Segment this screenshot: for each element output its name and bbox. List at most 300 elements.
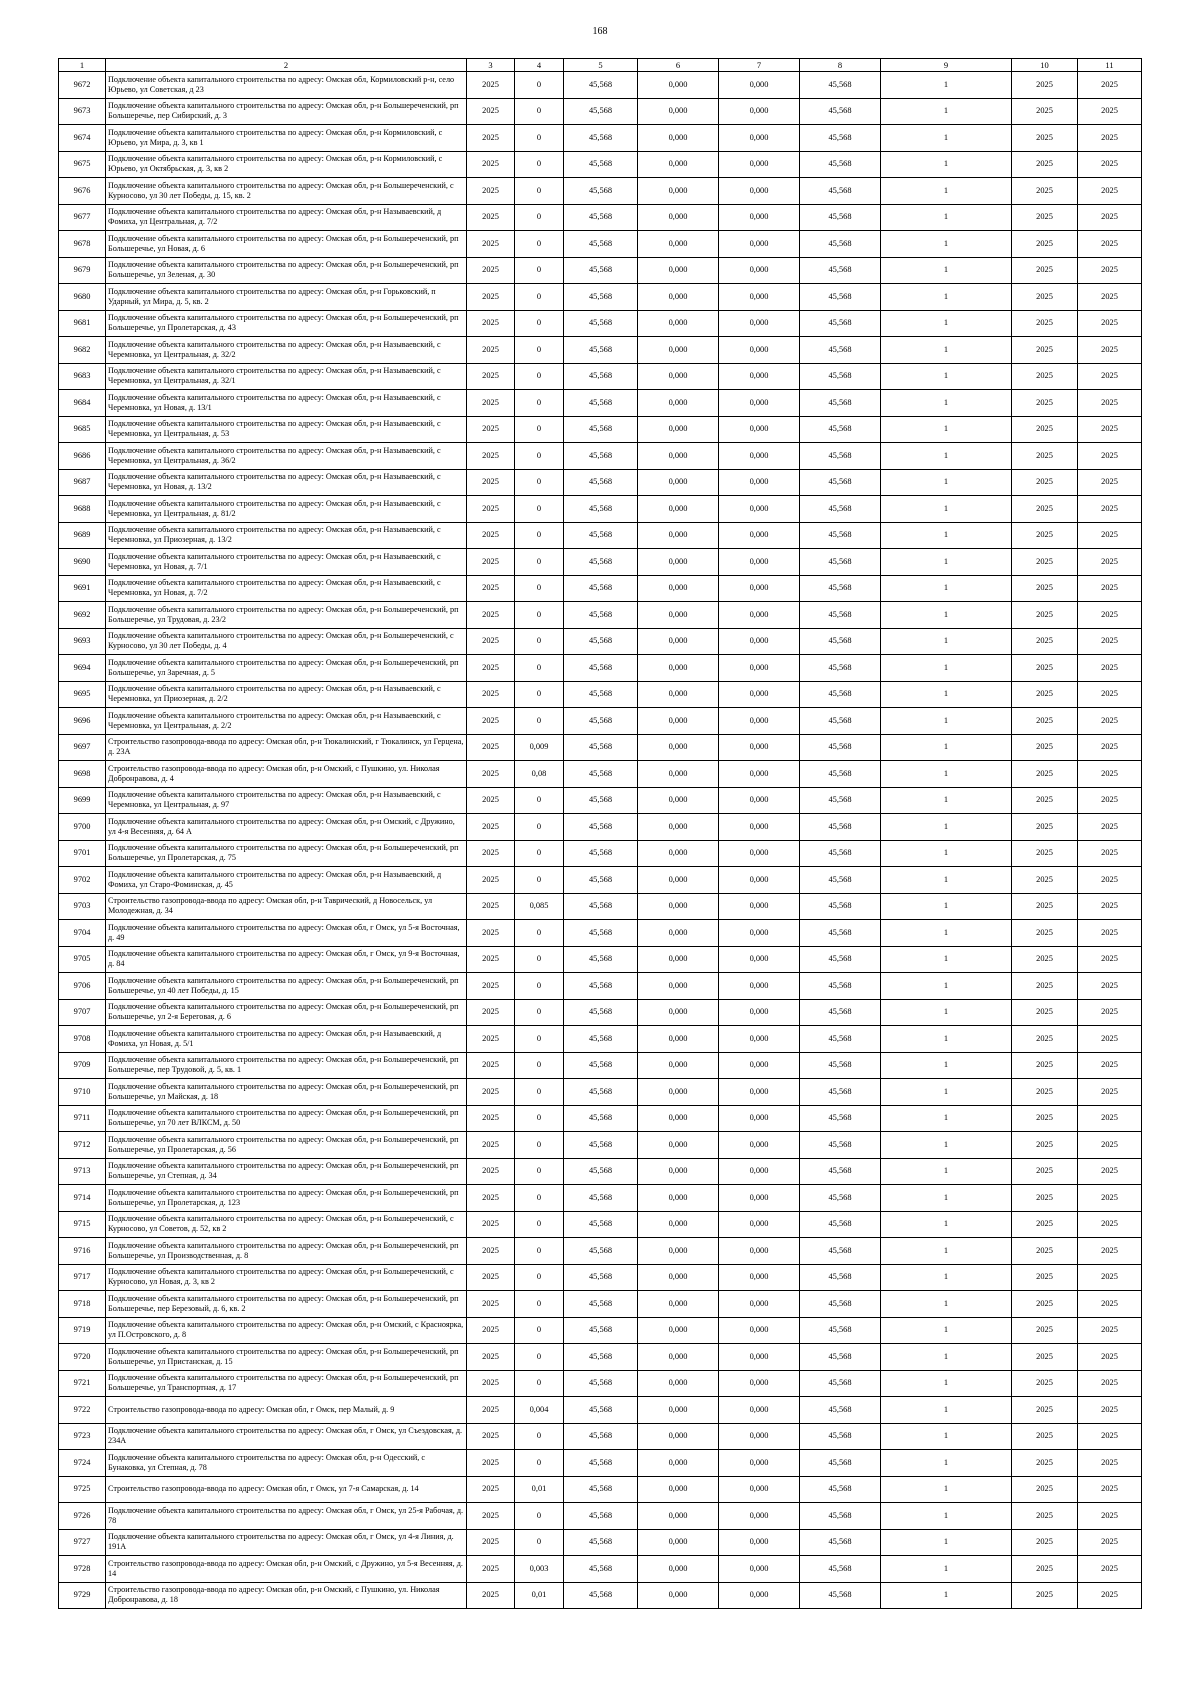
cell-col-9: 1 [881,893,1012,920]
cell-col-6: 0,000 [638,98,719,125]
cell-col-11: 2025 [1078,1264,1142,1291]
cell-col-4: 0 [515,1158,564,1185]
cell-col-11: 2025 [1078,761,1142,788]
cell-col-6: 0,000 [638,1317,719,1344]
row-description: Подключение объекта капитального строительства по адресу: Омская обл, г Омск, ул 25-я Рабочая, д. 78 [106,1503,467,1530]
cell-col-11: 2025 [1078,1079,1142,1106]
table-row [59,1556,1142,1583]
cell-col-3: 2025 [467,628,515,655]
cell-col-5: 45,568 [564,893,638,920]
table-row [59,496,1142,523]
cell-col-10: 2025 [1012,840,1078,867]
cell-col-6: 0,000 [638,1344,719,1371]
row-description: Подключение объекта капитального строительства по адресу: Омская обл, р-н Называевский, д Фомиха, ул Центральная, д. 7/2 [106,204,467,231]
row-description: Строительство газопровода-ввода по адресу: Омская обл, р-н Таврический, д Новосельск, ул Молодежная, д. 34 [106,893,467,920]
row-description: Подключение объекта капитального строительства по адресу: Омская обл, р-н Большереченский, рп Большеречье, ул 70 лет ВЛКСМ, д. 50 [106,1105,467,1132]
table-row [59,310,1142,337]
row-number: 9729 [59,1582,106,1609]
row-description: Подключение объекта капитального строительства по адресу: Омская обл, р-н Называевский, с Черемновка, ул Новая, д. 7/1 [106,549,467,576]
cell-col-10: 2025 [1012,204,1078,231]
row-description: Подключение объекта капитального строительства по адресу: Омская обл, р-н Называевский, с Черемновка, ул Центральная, д. 2/2 [106,708,467,735]
cell-col-8: 45,568 [800,787,881,814]
row-description: Подключение объекта капитального строительства по адресу: Омская обл, р-н Большереченский, рп Большеречье, ул Пролетарская, д. 123 [106,1185,467,1212]
cell-col-8: 45,568 [800,893,881,920]
table-row [59,999,1142,1026]
row-number: 9704 [59,920,106,947]
cell-col-3: 2025 [467,787,515,814]
cell-col-3: 2025 [467,734,515,761]
cell-col-7: 0,000 [719,893,800,920]
cell-col-6: 0,000 [638,125,719,152]
table-row [59,416,1142,443]
column-header: 6 [638,59,719,72]
cell-col-3: 2025 [467,946,515,973]
cell-col-10: 2025 [1012,72,1078,99]
row-number: 9672 [59,72,106,99]
cell-col-7: 0,000 [719,204,800,231]
cell-col-10: 2025 [1012,1026,1078,1053]
table-row [59,390,1142,417]
cell-col-7: 0,000 [719,1529,800,1556]
cell-col-3: 2025 [467,363,515,390]
cell-col-11: 2025 [1078,416,1142,443]
cell-col-11: 2025 [1078,257,1142,284]
row-number: 9685 [59,416,106,443]
cell-col-11: 2025 [1078,72,1142,99]
row-number: 9695 [59,681,106,708]
cell-col-4: 0 [515,363,564,390]
cell-col-6: 0,000 [638,761,719,788]
table-row [59,1211,1142,1238]
cell-col-3: 2025 [467,575,515,602]
table-row [59,98,1142,125]
row-description: Подключение объекта капитального строительства по адресу: Омская обл, р-н Кормиловский, с Юрьево, ул Мира, д. 3, кв 1 [106,125,467,152]
cell-col-10: 2025 [1012,1238,1078,1265]
cell-col-8: 45,568 [800,840,881,867]
cell-col-8: 45,568 [800,204,881,231]
cell-col-11: 2025 [1078,999,1142,1026]
cell-col-7: 0,000 [719,1370,800,1397]
row-number: 9725 [59,1476,106,1503]
cell-col-5: 45,568 [564,1423,638,1450]
cell-col-10: 2025 [1012,1370,1078,1397]
table-row [59,920,1142,947]
row-description: Подключение объекта капитального строительства по адресу: Омская обл, р-н Большереченский, с Курносово, ул Советов, д. 52, кв 2 [106,1211,467,1238]
cell-col-5: 45,568 [564,575,638,602]
table-row [59,1185,1142,1212]
table-row [59,178,1142,205]
cell-col-5: 45,568 [564,363,638,390]
cell-col-5: 45,568 [564,1529,638,1556]
cell-col-7: 0,000 [719,1556,800,1583]
row-description: Подключение объекта капитального строительства по адресу: Омская обл, р-н Большереченский, рп Большеречье, ул 40 лет Победы, д. 15 [106,973,467,1000]
cell-col-4: 0 [515,231,564,258]
cell-col-10: 2025 [1012,1079,1078,1106]
cell-col-4: 0 [515,98,564,125]
cell-col-7: 0,000 [719,443,800,470]
cell-col-11: 2025 [1078,1026,1142,1053]
cell-col-6: 0,000 [638,469,719,496]
cell-col-5: 45,568 [564,1344,638,1371]
cell-col-6: 0,000 [638,178,719,205]
row-number: 9698 [59,761,106,788]
header-row [59,59,1142,72]
cell-col-3: 2025 [467,761,515,788]
cell-col-10: 2025 [1012,628,1078,655]
cell-col-10: 2025 [1012,814,1078,841]
row-description: Подключение объекта капитального строительства по адресу: Омская обл, р-н Большереченский, рп Большеречье, ул Пристанская, д. 15 [106,1344,467,1371]
cell-col-4: 0,009 [515,734,564,761]
cell-col-5: 45,568 [564,628,638,655]
table-row [59,1450,1142,1477]
cell-col-9: 1 [881,867,1012,894]
cell-col-8: 45,568 [800,1158,881,1185]
cell-col-11: 2025 [1078,1582,1142,1609]
cell-col-6: 0,000 [638,1582,719,1609]
cell-col-3: 2025 [467,1503,515,1530]
column-header: 9 [881,59,1012,72]
cell-col-4: 0,085 [515,893,564,920]
row-description: Подключение объекта капитального строительства по адресу: Омская обл, р-н Большереченский, рп Большеречье, ул Пролетарская, д. 43 [106,310,467,337]
cell-col-3: 2025 [467,1264,515,1291]
row-number: 9687 [59,469,106,496]
cell-col-9: 1 [881,1582,1012,1609]
row-number: 9728 [59,1556,106,1583]
cell-col-6: 0,000 [638,443,719,470]
cell-col-3: 2025 [467,72,515,99]
table-row [59,1132,1142,1159]
row-number: 9713 [59,1158,106,1185]
row-description: Подключение объекта капитального строительства по адресу: Омская обл, р-н Называевский, с Черемновка, ул Новая, д. 7/2 [106,575,467,602]
cell-col-8: 45,568 [800,284,881,311]
table-row [59,1529,1142,1556]
cell-col-10: 2025 [1012,1211,1078,1238]
cell-col-4: 0 [515,1079,564,1106]
cell-col-5: 45,568 [564,761,638,788]
cell-col-11: 2025 [1078,1105,1142,1132]
cell-col-3: 2025 [467,814,515,841]
cell-col-8: 45,568 [800,72,881,99]
cell-col-3: 2025 [467,151,515,178]
table-row [59,1582,1142,1609]
cell-col-7: 0,000 [719,575,800,602]
cell-col-9: 1 [881,1132,1012,1159]
cell-col-6: 0,000 [638,1079,719,1106]
table-row [59,284,1142,311]
cell-col-4: 0 [515,1423,564,1450]
table-row [59,204,1142,231]
cell-col-4: 0 [515,602,564,629]
cell-col-9: 1 [881,1503,1012,1530]
cell-col-11: 2025 [1078,946,1142,973]
cell-col-6: 0,000 [638,920,719,947]
cell-col-5: 45,568 [564,1370,638,1397]
row-number: 9688 [59,496,106,523]
cell-col-7: 0,000 [719,787,800,814]
table-row [59,1026,1142,1053]
cell-col-7: 0,000 [719,708,800,735]
cell-col-8: 45,568 [800,310,881,337]
cell-col-6: 0,000 [638,1291,719,1318]
table-row [59,1423,1142,1450]
cell-col-6: 0,000 [638,1503,719,1530]
row-number: 9692 [59,602,106,629]
cell-col-5: 45,568 [564,416,638,443]
cell-col-7: 0,000 [719,655,800,682]
cell-col-5: 45,568 [564,98,638,125]
cell-col-9: 1 [881,840,1012,867]
cell-col-5: 45,568 [564,787,638,814]
cell-col-8: 45,568 [800,946,881,973]
cell-col-8: 45,568 [800,337,881,364]
cell-col-6: 0,000 [638,708,719,735]
cell-col-5: 45,568 [564,655,638,682]
row-description: Подключение объекта капитального строительства по адресу: Омская обл, р-н Называевский, д Фомиха, ул Старо-Фоминская, д. 45 [106,867,467,894]
cell-col-7: 0,000 [719,1291,800,1318]
cell-col-10: 2025 [1012,178,1078,205]
cell-col-4: 0 [515,867,564,894]
cell-col-9: 1 [881,761,1012,788]
cell-col-8: 45,568 [800,1450,881,1477]
row-description: Подключение объекта капитального строительства по адресу: Омская обл, р-н Большереченский, с Курносово, ул 30 лет Победы, д. 4 [106,628,467,655]
cell-col-3: 2025 [467,1450,515,1477]
cell-col-8: 45,568 [800,973,881,1000]
row-number: 9712 [59,1132,106,1159]
cell-col-11: 2025 [1078,231,1142,258]
cell-col-8: 45,568 [800,1582,881,1609]
cell-col-4: 0 [515,814,564,841]
table-row [59,840,1142,867]
cell-col-8: 45,568 [800,1052,881,1079]
cell-col-9: 1 [881,1238,1012,1265]
cell-col-3: 2025 [467,1026,515,1053]
cell-col-5: 45,568 [564,390,638,417]
table-row [59,628,1142,655]
cell-col-3: 2025 [467,496,515,523]
row-number: 9684 [59,390,106,417]
table-row [59,893,1142,920]
table-row [59,1264,1142,1291]
cell-col-9: 1 [881,999,1012,1026]
cell-col-4: 0,08 [515,761,564,788]
cell-col-3: 2025 [467,178,515,205]
cell-col-8: 45,568 [800,178,881,205]
cell-col-7: 0,000 [719,1158,800,1185]
row-description: Подключение объекта капитального строительства по адресу: Омская обл, р-н Называевский, д Фомиха, ул Новая, д. 5/1 [106,1026,467,1053]
row-description: Подключение объекта капитального строительства по адресу: Омская обл, г Омск, ул Съездовская, д. 234А [106,1423,467,1450]
table-row [59,1158,1142,1185]
cell-col-3: 2025 [467,973,515,1000]
row-description: Подключение объекта капитального строительства по адресу: Омская обл, р-н Большереченский, рп Большеречье, ул Степная, д. 34 [106,1158,467,1185]
table-row [59,973,1142,1000]
cell-col-7: 0,000 [719,840,800,867]
column-header: 1 [59,59,106,72]
cell-col-10: 2025 [1012,522,1078,549]
row-description: Подключение объекта капитального строительства по адресу: Омская обл, р-н Большереченский, рп Большеречье, ул Зеленая, д. 30 [106,257,467,284]
table-row [59,734,1142,761]
cell-col-10: 2025 [1012,602,1078,629]
cell-col-7: 0,000 [719,1397,800,1424]
cell-col-4: 0 [515,1291,564,1318]
cell-col-6: 0,000 [638,1370,719,1397]
cell-col-5: 45,568 [564,867,638,894]
cell-col-9: 1 [881,284,1012,311]
cell-col-6: 0,000 [638,575,719,602]
cell-col-7: 0,000 [719,1317,800,1344]
cell-col-5: 45,568 [564,1450,638,1477]
cell-col-6: 0,000 [638,734,719,761]
cell-col-6: 0,000 [638,867,719,894]
cell-col-4: 0 [515,1344,564,1371]
cell-col-4: 0 [515,151,564,178]
cell-col-8: 45,568 [800,1211,881,1238]
cell-col-11: 2025 [1078,1370,1142,1397]
row-description: Подключение объекта капитального строительства по адресу: Омская обл, р-н Называевский, с Черемновка, ул Центральная, д. 53 [106,416,467,443]
cell-col-10: 2025 [1012,1052,1078,1079]
cell-col-6: 0,000 [638,946,719,973]
cell-col-9: 1 [881,443,1012,470]
row-number: 9711 [59,1105,106,1132]
cell-col-3: 2025 [467,999,515,1026]
cell-col-3: 2025 [467,1079,515,1106]
cell-col-7: 0,000 [719,151,800,178]
table-row [59,814,1142,841]
row-number: 9715 [59,1211,106,1238]
cell-col-10: 2025 [1012,761,1078,788]
row-number: 9717 [59,1264,106,1291]
cell-col-8: 45,568 [800,1370,881,1397]
cell-col-7: 0,000 [719,310,800,337]
page-number: 168 [592,26,608,37]
row-description: Подключение объекта капитального строительства по адресу: Омская обл, р-н Большереченский, рп Большеречье, пер Сибирский, д. 3 [106,98,467,125]
row-description: Строительство газопровода-ввода по адресу: Омская обл, р-н Омский, с Пушкино, ул. Николая Добронравова, д. 18 [106,1582,467,1609]
cell-col-5: 45,568 [564,257,638,284]
row-description: Подключение объекта капитального строительства по адресу: Омская обл, р-н Горьковский, п Ударный, ул Мира, д. 5, кв. 2 [106,284,467,311]
cell-col-3: 2025 [467,1238,515,1265]
cell-col-10: 2025 [1012,1529,1078,1556]
cell-col-7: 0,000 [719,1503,800,1530]
table-row [59,522,1142,549]
row-number: 9719 [59,1317,106,1344]
cell-col-9: 1 [881,178,1012,205]
row-description: Подключение объекта капитального строительства по адресу: Омская обл, р-н Называевский, с Черемновка, ул Приозерная, д. 13/2 [106,522,467,549]
cell-col-9: 1 [881,1370,1012,1397]
cell-col-8: 45,568 [800,416,881,443]
cell-col-10: 2025 [1012,1317,1078,1344]
cell-col-4: 0 [515,920,564,947]
cell-col-7: 0,000 [719,734,800,761]
table-row [59,708,1142,735]
cell-col-3: 2025 [467,310,515,337]
row-number: 9701 [59,840,106,867]
cell-col-10: 2025 [1012,973,1078,1000]
row-description: Строительство газопровода-ввода по адресу: Омская обл, р-н Тюкалинский, г Тюкалинск, ул Герцена, д. 23А [106,734,467,761]
table-row [59,363,1142,390]
row-description: Подключение объекта капитального строительства по адресу: Омская обл, р-н Большереченский, рп Большеречье, пер Трудовой, д. 5, кв. 1 [106,1052,467,1079]
row-description: Подключение объекта капитального строительства по адресу: Омская обл, р-н Большереченский, рп Большеречье, ул Майская, д. 18 [106,1079,467,1106]
cell-col-3: 2025 [467,204,515,231]
cell-col-8: 45,568 [800,1105,881,1132]
cell-col-4: 0 [515,310,564,337]
cell-col-7: 0,000 [719,231,800,258]
cell-col-6: 0,000 [638,1185,719,1212]
cell-col-4: 0 [515,681,564,708]
cell-col-5: 45,568 [564,734,638,761]
cell-col-4: 0,01 [515,1582,564,1609]
cell-col-9: 1 [881,655,1012,682]
row-number: 9714 [59,1185,106,1212]
cell-col-9: 1 [881,1344,1012,1371]
cell-col-4: 0 [515,125,564,152]
cell-col-4: 0 [515,1450,564,1477]
cell-col-11: 2025 [1078,602,1142,629]
cell-col-11: 2025 [1078,1476,1142,1503]
column-header: 2 [106,59,467,72]
cell-col-5: 45,568 [564,1556,638,1583]
table-row [59,655,1142,682]
cell-col-5: 45,568 [564,1476,638,1503]
cell-col-10: 2025 [1012,946,1078,973]
row-number: 9716 [59,1238,106,1265]
cell-col-10: 2025 [1012,999,1078,1026]
row-number: 9693 [59,628,106,655]
cell-col-3: 2025 [467,1423,515,1450]
cell-col-8: 45,568 [800,1264,881,1291]
cell-col-6: 0,000 [638,1556,719,1583]
cell-col-3: 2025 [467,1476,515,1503]
table-row [59,125,1142,152]
cell-col-8: 45,568 [800,1185,881,1212]
table-row [59,257,1142,284]
row-description: Подключение объекта капитального строительства по адресу: Омская обл, г Омск, ул 9-я Восточная, д. 84 [106,946,467,973]
cell-col-8: 45,568 [800,231,881,258]
cell-col-5: 45,568 [564,1079,638,1106]
cell-col-6: 0,000 [638,1529,719,1556]
cell-col-11: 2025 [1078,893,1142,920]
cell-col-11: 2025 [1078,1344,1142,1371]
data-table [58,58,1142,1609]
cell-col-7: 0,000 [719,814,800,841]
table-row [59,1476,1142,1503]
cell-col-9: 1 [881,1185,1012,1212]
cell-col-7: 0,000 [719,363,800,390]
cell-col-5: 45,568 [564,469,638,496]
row-description: Строительство газопровода-ввода по адресу: Омская обл, г Омск, ул 7-я Самарская, д. 14 [106,1476,467,1503]
cell-col-8: 45,568 [800,1476,881,1503]
cell-col-7: 0,000 [719,1105,800,1132]
cell-col-9: 1 [881,708,1012,735]
cell-col-3: 2025 [467,708,515,735]
cell-col-9: 1 [881,310,1012,337]
cell-col-7: 0,000 [719,390,800,417]
cell-col-11: 2025 [1078,98,1142,125]
table-row [59,867,1142,894]
cell-col-11: 2025 [1078,1556,1142,1583]
row-description: Подключение объекта капитального строительства по адресу: Омская обл, р-н Кормиловский, с Юрьево, ул Октябрьская, д. 3, кв 2 [106,151,467,178]
cell-col-8: 45,568 [800,1238,881,1265]
cell-col-8: 45,568 [800,761,881,788]
cell-col-10: 2025 [1012,1556,1078,1583]
row-number: 9697 [59,734,106,761]
cell-col-9: 1 [881,231,1012,258]
cell-col-10: 2025 [1012,496,1078,523]
cell-col-5: 45,568 [564,337,638,364]
cell-col-6: 0,000 [638,1105,719,1132]
row-number: 9689 [59,522,106,549]
cell-col-11: 2025 [1078,1211,1142,1238]
cell-col-10: 2025 [1012,1450,1078,1477]
cell-col-9: 1 [881,1423,1012,1450]
